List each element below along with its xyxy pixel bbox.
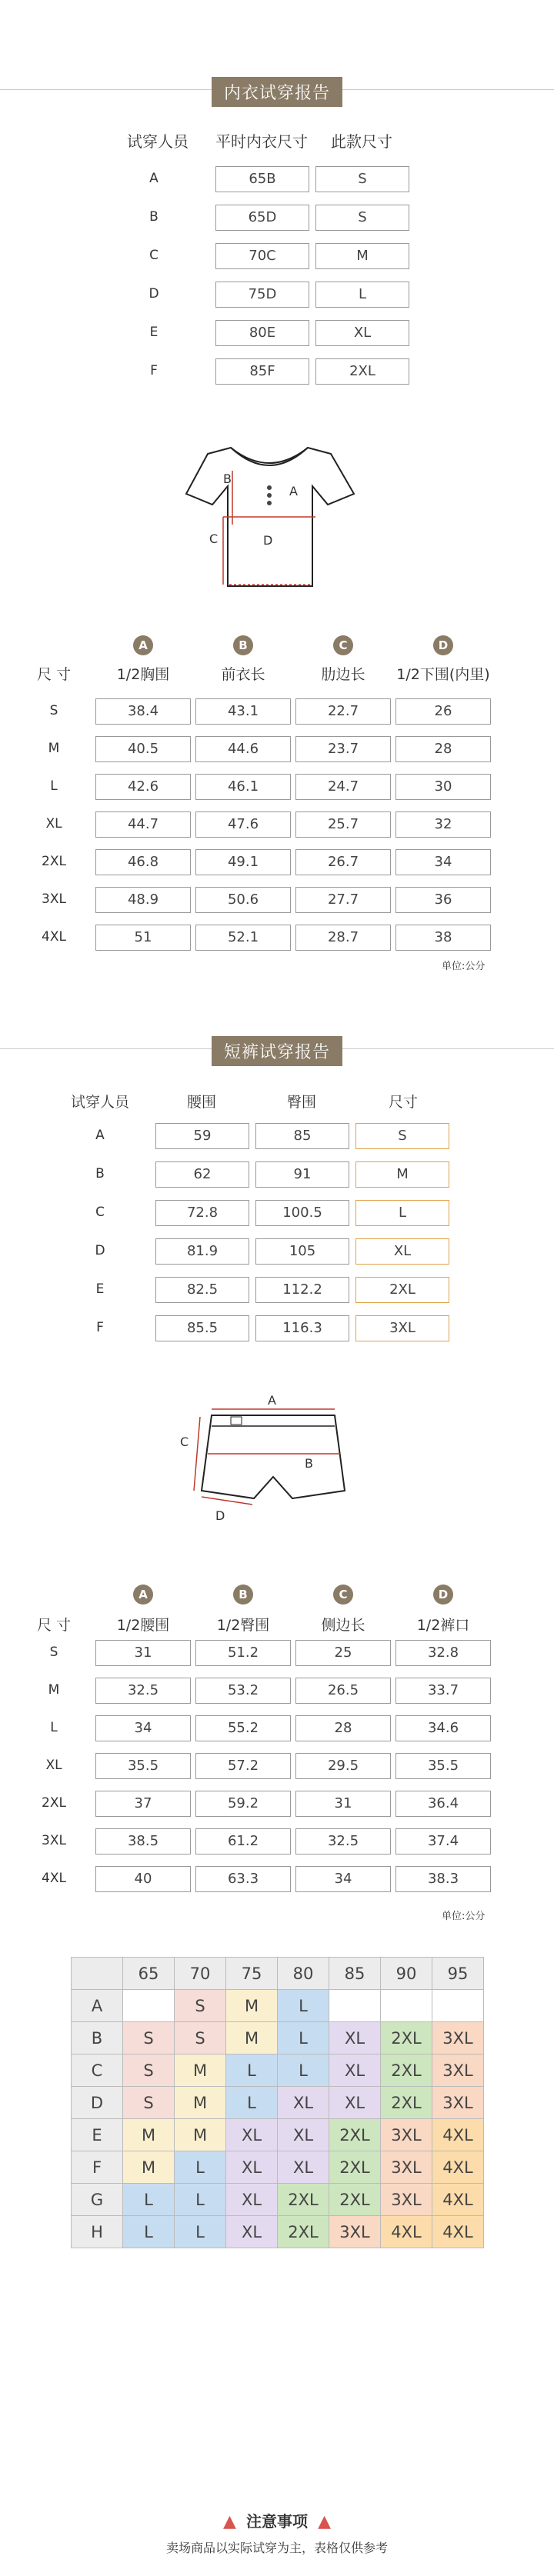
diagram-label-c: C (180, 1435, 189, 1449)
table-cell: 70C (215, 243, 309, 269)
table-cell: 32.5 (295, 1828, 391, 1855)
table-cell: 22.7 (295, 698, 391, 725)
table-cell: L (315, 282, 409, 308)
size-label: S (49, 1645, 58, 1660)
table-cell: 37.4 (395, 1828, 491, 1855)
table-cell: XL (315, 320, 409, 346)
table-cell: 53.2 (195, 1678, 291, 1704)
table-cell: 116.3 (255, 1315, 349, 1341)
grid-row (72, 2184, 484, 2216)
header-this-size: 此款尺寸 (331, 132, 392, 151)
grid-cell: 4XL (381, 2216, 432, 2248)
grid-cell: 2XL (278, 2184, 329, 2216)
table-cell: 36.4 (395, 1791, 491, 1817)
table-cell: S (315, 205, 409, 231)
top-garment-diagram (177, 440, 362, 594)
table-cell: 26 (395, 698, 491, 725)
table-cell: 44.6 (195, 736, 291, 762)
table-cell: 34 (95, 1715, 191, 1741)
circle-label-d: D (433, 1585, 453, 1605)
grid-cell: 3XL (432, 2022, 484, 2054)
row-label: A (95, 1128, 105, 1143)
table-cell: 38.4 (95, 698, 191, 725)
diagram-label-a: A (289, 484, 298, 498)
circle-label-a: A (133, 1585, 153, 1605)
table-cell: 51 (95, 925, 191, 951)
table-cell: XL (355, 1238, 449, 1265)
table-cell: 31 (95, 1640, 191, 1666)
table-cell: 55.2 (195, 1715, 291, 1741)
table-cell: 59.2 (195, 1791, 291, 1817)
grid-cell: XL (226, 2119, 278, 2151)
table-cell: 38.5 (95, 1828, 191, 1855)
grid-cell: 3XL (329, 2216, 381, 2248)
grid-cell: 4XL (432, 2119, 484, 2151)
grid-cell: XL (329, 2087, 381, 2119)
circle-label-b: B (233, 635, 253, 655)
table-cell: 75D (215, 282, 309, 308)
grid-cell: L (278, 1990, 329, 2022)
grid-cell: XL (226, 2151, 278, 2184)
grid-cell: L (175, 2151, 226, 2184)
column-header: 试穿人员 (70, 1094, 129, 1111)
table-cell: 34 (395, 849, 491, 875)
table-cell: 42.6 (95, 774, 191, 800)
table-cell: 23.7 (295, 736, 391, 762)
table-cell: 32 (395, 811, 491, 838)
table-cell: 25.7 (295, 811, 391, 838)
grid-cell (329, 1990, 381, 2022)
size-label: 尺 寸 (36, 666, 72, 683)
grid-row (72, 2151, 484, 2184)
notice-title-row (0, 2509, 554, 2531)
table-cell: 50.6 (195, 887, 291, 913)
warning-icon: ▲ (318, 2512, 332, 2531)
header-tester: 试穿人员 (127, 132, 189, 151)
table-cell: 59 (155, 1123, 249, 1149)
size-label: XL (45, 816, 62, 831)
grid-cell: 4XL (432, 2216, 484, 2248)
grid-col-header: 65 (123, 1958, 175, 1990)
diagram-label-a: A (268, 1393, 276, 1408)
table-cell: 34 (295, 1866, 391, 1892)
row-label: B (95, 1166, 105, 1181)
size-label: 4XL (42, 1871, 66, 1886)
grid-cell: 2XL (329, 2184, 381, 2216)
row-label: D (95, 1243, 105, 1258)
row-label: B (149, 209, 159, 225)
grid-cell: L (123, 2216, 175, 2248)
table-cell: 100.5 (255, 1200, 349, 1226)
diagram-label-b: B (223, 472, 232, 486)
size-label: 3XL (42, 891, 66, 907)
table-cell: 47.6 (195, 811, 291, 838)
table-cell: S (355, 1123, 449, 1149)
size-label: 2XL (42, 1795, 66, 1811)
table-cell: 28 (395, 736, 491, 762)
grid-cell: S (123, 2054, 175, 2087)
grid-cell: M (226, 2022, 278, 2054)
table-cell: 52.1 (195, 925, 291, 951)
table-cell: 26.5 (295, 1678, 391, 1704)
grid-row (72, 2022, 484, 2054)
header-usual-size: 平时内衣尺寸 (215, 132, 308, 151)
grid-col-header: 85 (329, 1958, 381, 1990)
grid-row (72, 2216, 484, 2248)
row-label: E (95, 1281, 105, 1297)
grid-cell: XL (226, 2184, 278, 2216)
table-cell: 33.7 (395, 1678, 491, 1704)
table-cell: 3XL (355, 1315, 449, 1341)
grid-cell: M (175, 2087, 226, 2119)
circle-label-c: C (333, 635, 353, 655)
table-cell: 43.1 (195, 698, 291, 725)
grid-cell: L (278, 2054, 329, 2087)
table-cell: 28 (295, 1715, 391, 1741)
grid-col-header: 90 (381, 1958, 432, 1990)
table-cell: 48.9 (95, 887, 191, 913)
table-cell: 72.8 (155, 1200, 249, 1226)
circle-label-a: A (133, 635, 153, 655)
row-label: F (150, 363, 158, 378)
grid-cell: 3XL (432, 2087, 484, 2119)
section-title-bra-report: 内衣试穿报告 (212, 77, 342, 107)
table-cell: 80E (215, 320, 309, 346)
grid-cell: L (278, 2022, 329, 2054)
row-label: E (149, 325, 159, 340)
grid-cell: 4XL (432, 2151, 484, 2184)
grid-cell: XL (278, 2119, 329, 2151)
grid-col-header: 70 (175, 1958, 226, 1990)
grid-corner (72, 1958, 123, 1990)
grid-cell: XL (329, 2054, 381, 2087)
table-cell: 24.7 (295, 774, 391, 800)
row-label: D (149, 286, 159, 302)
notice-text: 卖场商品以实际试穿为主，表格仅供参考 (165, 2541, 388, 2555)
table-cell: 40.5 (95, 736, 191, 762)
table-cell: 82.5 (155, 1277, 249, 1303)
section-title-shorts-report: 短裤试穿报告 (212, 1036, 342, 1066)
grid-cell: 2XL (381, 2087, 432, 2119)
table-cell: 46.1 (195, 774, 291, 800)
diagram-label-d: D (215, 1508, 225, 1523)
table-cell: 37 (95, 1791, 191, 1817)
grid-cell: L (226, 2087, 278, 2119)
table-cell: 26.7 (295, 849, 391, 875)
grid-cell: 3XL (381, 2184, 432, 2216)
grid-row-header: F (72, 2151, 123, 2184)
grid-row-header: G (72, 2184, 123, 2216)
size-label: M (48, 1682, 60, 1698)
size-label: M (48, 741, 60, 756)
grid-cell: 2XL (381, 2054, 432, 2087)
grid-cell: 3XL (381, 2151, 432, 2184)
table-cell: L (355, 1200, 449, 1226)
table-cell: 63.3 (195, 1866, 291, 1892)
table-cell: 2XL (355, 1277, 449, 1303)
grid-row (72, 2087, 484, 2119)
grid-cell: 2XL (329, 2119, 381, 2151)
column-header: 尺寸 (388, 1094, 418, 1111)
grid-cell: S (123, 2022, 175, 2054)
table-cell: 65D (215, 205, 309, 231)
grid-cell (432, 1990, 484, 2022)
grid-col-header: 95 (432, 1958, 484, 1990)
table-cell: 32.8 (395, 1640, 491, 1666)
grid-cell: 2XL (278, 2216, 329, 2248)
grid-cell: S (123, 2087, 175, 2119)
column-header: 1/2臀围 (216, 1617, 270, 1634)
grid-row (72, 2119, 484, 2151)
table-cell: 112.2 (255, 1277, 349, 1303)
grid-row-header: D (72, 2087, 123, 2119)
table-cell: 32.5 (95, 1678, 191, 1704)
grid-cell: XL (278, 2087, 329, 2119)
grid-row-header: A (72, 1990, 123, 2022)
table-cell: 35.5 (95, 1753, 191, 1779)
table-cell: 51.2 (195, 1640, 291, 1666)
table-cell: 28.7 (295, 925, 391, 951)
grid-cell (123, 1990, 175, 2022)
table-cell: 65B (215, 166, 309, 192)
circle-label-c: C (333, 1585, 353, 1605)
grid-col-header: 80 (278, 1958, 329, 1990)
grid-cell (381, 1990, 432, 2022)
grid-row-header: C (72, 2054, 123, 2087)
grid-cell: S (175, 2022, 226, 2054)
unit-label: 单位:公分 (442, 1911, 486, 1922)
table-cell: 35.5 (395, 1753, 491, 1779)
table-cell: 85.5 (155, 1315, 249, 1341)
diagram-label-c: C (209, 532, 219, 546)
column-header: 肋边长 (321, 666, 365, 683)
warning-icon: ▲ (222, 2512, 236, 2531)
grid-row (72, 1990, 484, 2022)
table-cell: 36 (395, 887, 491, 913)
grid-row-header: H (72, 2216, 123, 2248)
table-cell: 38.3 (395, 1866, 491, 1892)
table-cell: M (355, 1161, 449, 1188)
shorts-diagram (177, 1391, 369, 1529)
circle-label-d: D (433, 635, 453, 655)
grid-cell: 2XL (381, 2022, 432, 2054)
table-cell: 30 (395, 774, 491, 800)
grid-cell: L (123, 2184, 175, 2216)
table-cell: 62 (155, 1161, 249, 1188)
table-cell: 2XL (315, 358, 409, 385)
grid-row-header: E (72, 2119, 123, 2151)
table-cell: 25 (295, 1640, 391, 1666)
unit-label: 单位:公分 (442, 961, 486, 972)
column-header: 腰围 (186, 1094, 216, 1111)
table-cell: 85 (255, 1123, 349, 1149)
table-cell: 40 (95, 1866, 191, 1892)
size-label: 4XL (42, 929, 66, 945)
notice-title: 注意事项 (246, 2512, 308, 2531)
grid-cell: M (123, 2151, 175, 2184)
grid-cell: XL (329, 2022, 381, 2054)
column-header: 1/2裤口 (416, 1617, 470, 1634)
table-cell: 27.7 (295, 887, 391, 913)
grid-cell: M (175, 2119, 226, 2151)
column-header: 1/2腰围 (116, 1617, 170, 1634)
column-header: 1/2胸围 (116, 666, 170, 683)
table-cell: 85F (215, 358, 309, 385)
size-label: 3XL (42, 1833, 66, 1848)
table-cell: 44.7 (95, 811, 191, 838)
grid-cell: 3XL (381, 2119, 432, 2151)
table-cell: S (315, 166, 409, 192)
column-header: 1/2下围(内里) (396, 666, 490, 683)
grid-cell: M (226, 1990, 278, 2022)
grid-cell: 4XL (432, 2184, 484, 2216)
table-cell: 34.6 (395, 1715, 491, 1741)
grid-cell: L (175, 2184, 226, 2216)
grid-cell: L (226, 2054, 278, 2087)
grid-cell: XL (278, 2151, 329, 2184)
row-label: C (149, 248, 159, 263)
grid-header-row (72, 1958, 484, 1990)
column-header: 臀围 (286, 1094, 316, 1111)
size-label: S (49, 703, 58, 718)
size-label: 2XL (42, 854, 66, 869)
table-cell: 57.2 (195, 1753, 291, 1779)
table-cell: M (315, 243, 409, 269)
diagram-label-b: B (305, 1456, 313, 1471)
row-label: C (95, 1205, 105, 1220)
grid-cell: M (123, 2119, 175, 2151)
row-label: F (96, 1320, 104, 1335)
grid-cell: 2XL (329, 2151, 381, 2184)
grid-cell: XL (226, 2216, 278, 2248)
size-label: XL (45, 1758, 62, 1773)
table-cell: 81.9 (155, 1238, 249, 1265)
table-cell: 29.5 (295, 1753, 391, 1779)
column-header: 侧边长 (321, 1617, 365, 1634)
table-cell: 105 (255, 1238, 349, 1265)
table-cell: 91 (255, 1161, 349, 1188)
grid-row (72, 2054, 484, 2087)
grid-col-header: 75 (226, 1958, 278, 1990)
table-cell: 31 (295, 1791, 391, 1817)
size-recommendation-grid (71, 1957, 484, 2248)
grid-cell: L (175, 2216, 226, 2248)
diagram-label-d: D (263, 533, 273, 548)
table-cell: 49.1 (195, 849, 291, 875)
size-label: L (50, 778, 58, 794)
size-label: L (50, 1720, 58, 1735)
column-header: 前衣长 (221, 666, 265, 683)
grid-cell: S (175, 1990, 226, 2022)
size-label: 尺 寸 (36, 1617, 72, 1634)
table-cell: 61.2 (195, 1828, 291, 1855)
table-cell: 46.8 (95, 849, 191, 875)
row-label: A (149, 171, 159, 186)
circle-label-b: B (233, 1585, 253, 1605)
grid-cell: M (175, 2054, 226, 2087)
grid-row-header: B (72, 2022, 123, 2054)
table-cell: 38 (395, 925, 491, 951)
grid-cell: 3XL (432, 2054, 484, 2087)
